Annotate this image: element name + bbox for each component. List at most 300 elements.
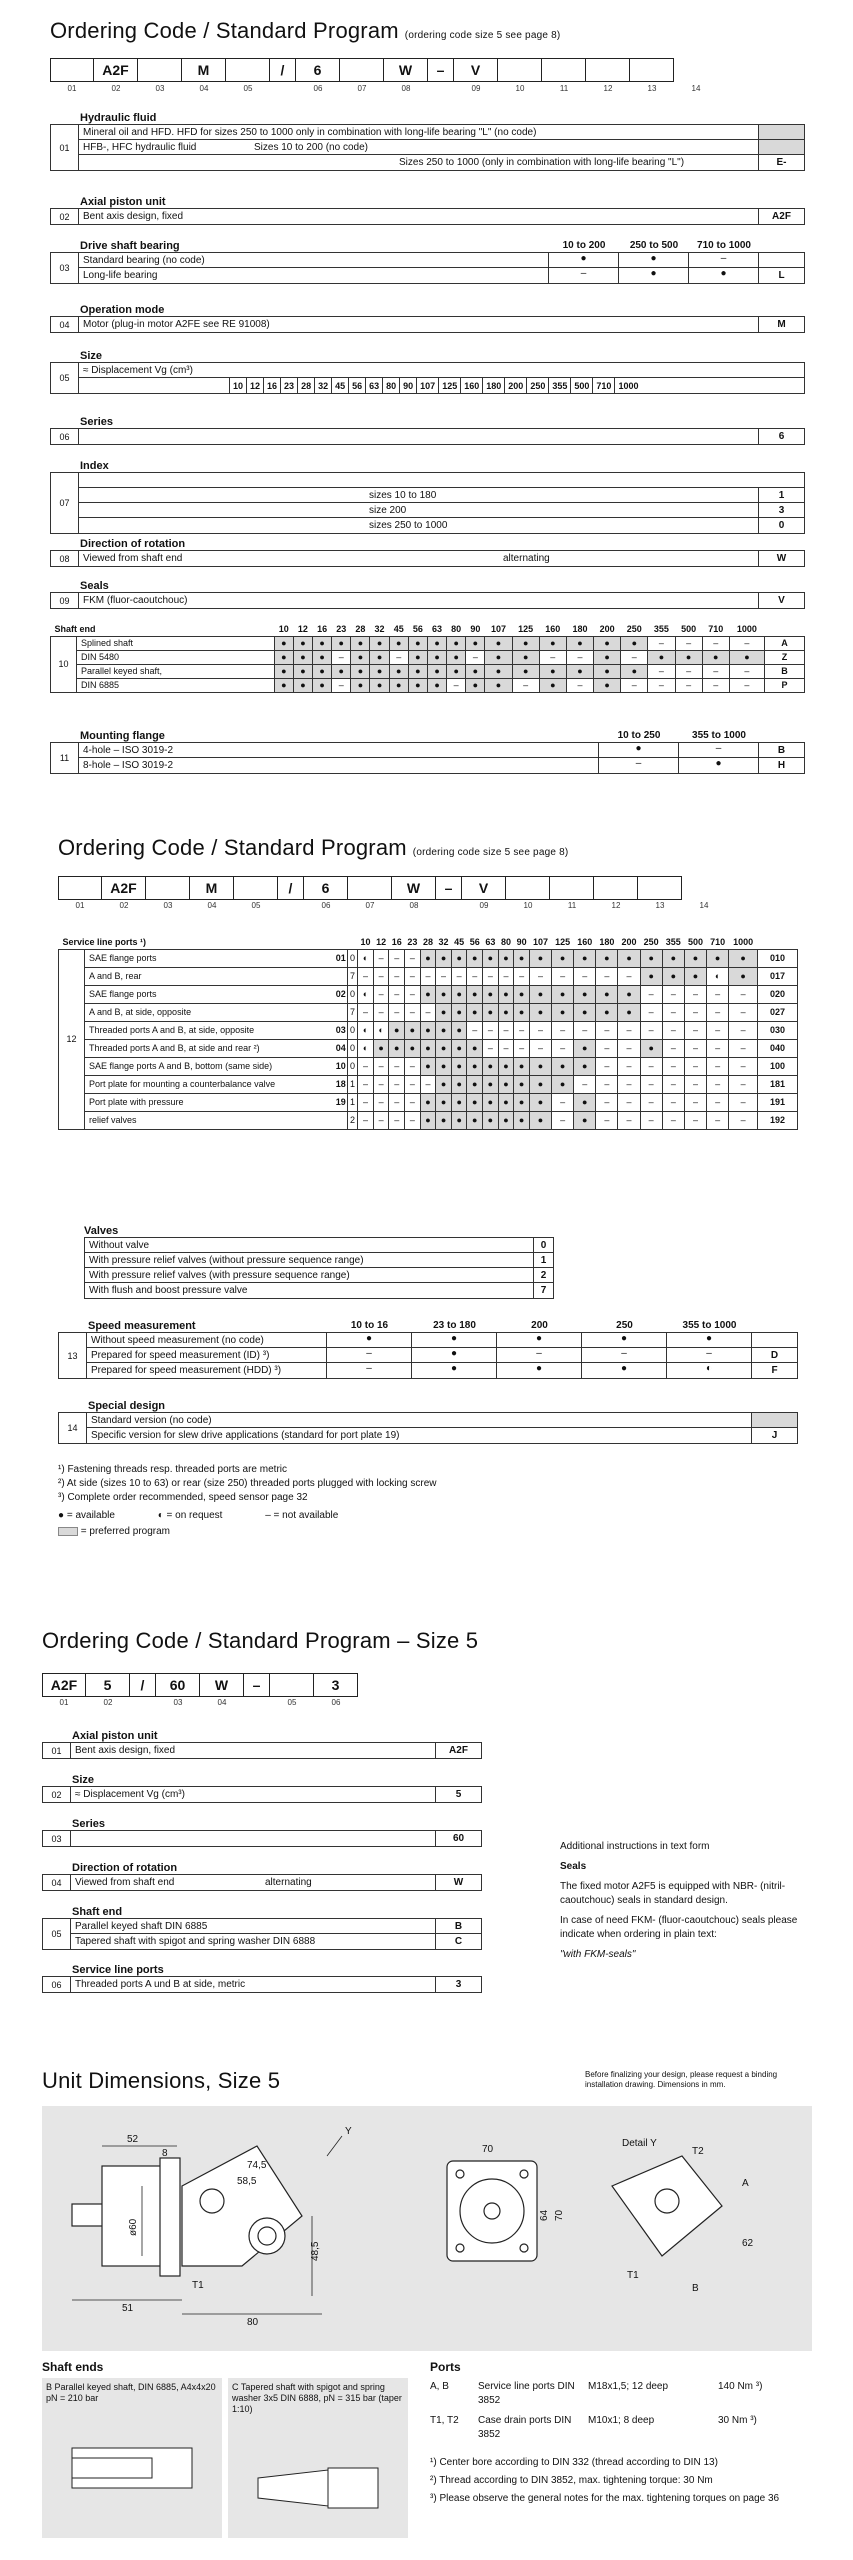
- availability-mark: –: [640, 1003, 662, 1021]
- availability-mark: ●: [666, 1333, 751, 1347]
- code-position: 02: [111, 84, 121, 93]
- group-number: 01: [43, 1743, 71, 1758]
- row-text: ≈ Displacement Vg (cm³): [75, 1789, 185, 1800]
- availability-mark: –: [640, 1075, 662, 1093]
- availability-mark: ●: [436, 1075, 452, 1093]
- row-code: 6: [758, 429, 804, 444]
- size-value: 500: [570, 378, 592, 393]
- group-number: 09: [51, 593, 79, 608]
- unit-dimension-drawing: [42, 2106, 812, 2351]
- table-row: [79, 268, 804, 283]
- availability-mark: ●: [467, 1093, 483, 1111]
- code-cell: A2F: [42, 1673, 86, 1697]
- mounting-flange-group: [50, 730, 805, 774]
- group-number: 12: [59, 949, 85, 1129]
- availability-mark: ●: [436, 1021, 452, 1039]
- availability-mark: ●: [574, 1093, 596, 1111]
- page1-code-strip: [50, 58, 674, 82]
- group-title: Size: [80, 350, 103, 362]
- size-header: 45: [454, 936, 465, 947]
- size-header: 125: [518, 623, 534, 634]
- availability-mark: ●: [707, 949, 729, 967]
- availability-mark: ●: [621, 664, 648, 678]
- row-text: Sizes 10 to 200 (no code): [254, 141, 368, 153]
- shaft-b-drawing: [42, 2378, 222, 2538]
- row-text: Without speed measurement (no code): [91, 1334, 264, 1346]
- availability-mark: ●: [618, 268, 688, 283]
- table-row: [59, 1057, 798, 1075]
- availability-mark: ●: [420, 1021, 436, 1039]
- availability-mark: –: [662, 1093, 684, 1111]
- code-cell: /: [130, 1673, 156, 1697]
- availability-mark: ●: [596, 1003, 618, 1021]
- availability-mark: ●: [451, 949, 467, 967]
- code-cell: /: [270, 58, 296, 82]
- availability-mark: ●: [618, 1003, 640, 1021]
- availability-mark: –: [405, 985, 421, 1003]
- availability-mark: ●: [436, 1093, 452, 1111]
- code-position: 05: [287, 1698, 297, 1707]
- code-cell: 3: [314, 1673, 358, 1697]
- code-cell: 60: [156, 1673, 200, 1697]
- row-option: 10: [335, 1061, 346, 1071]
- code-cell: 6: [304, 876, 348, 900]
- row-code: 191: [758, 1093, 798, 1111]
- row-code: 0: [758, 518, 804, 533]
- row-variant: 7: [347, 1003, 357, 1021]
- group-number: 06: [43, 1977, 71, 1992]
- shaft-end-group: [50, 622, 805, 693]
- table-row: [79, 743, 804, 758]
- availability-mark: ●: [574, 1039, 596, 1057]
- availability-mark: –: [358, 1111, 374, 1129]
- group-number: 04: [43, 1875, 71, 1890]
- page1-title: Ordering Code / Standard Program (ordering code size 5 see page 8): [50, 18, 561, 43]
- availability-mark: –: [467, 967, 483, 985]
- size-header: 1000: [736, 623, 757, 634]
- code-cell: [234, 876, 278, 900]
- availability-mark: –: [514, 1021, 530, 1039]
- availability-mark: ●: [427, 664, 446, 678]
- row-code: 020: [758, 985, 798, 1003]
- availability-mark: –: [552, 1093, 574, 1111]
- size-header: 23: [336, 623, 347, 634]
- row-code: 1: [758, 488, 804, 502]
- availability-mark: ●: [389, 678, 408, 692]
- availability-mark: –: [618, 1021, 640, 1039]
- group-title: Operation mode: [80, 304, 165, 316]
- group-title: Valves: [84, 1225, 119, 1237]
- size-value: 90: [399, 378, 416, 393]
- availability-mark: ●: [598, 743, 678, 757]
- availability-mark: –: [566, 650, 593, 664]
- availability-mark: ●: [594, 650, 621, 664]
- row-text: Without valve: [89, 1239, 150, 1251]
- page4-title: Unit Dimensions, Size 5: [42, 2068, 281, 2093]
- availability-mark: –: [621, 650, 648, 664]
- availability-mark: –: [389, 1003, 405, 1021]
- row-code: W: [435, 1875, 481, 1890]
- legend-available: = available: [66, 1510, 115, 1521]
- code-position: 09: [479, 901, 489, 910]
- availability-mark: –: [552, 967, 574, 985]
- row-text: sizes 10 to 180: [369, 489, 437, 501]
- row-text: Long-life bearing: [83, 270, 158, 281]
- size-header: 80: [500, 936, 511, 947]
- availability-mark: ●: [594, 664, 621, 678]
- availability-mark: ●: [498, 1003, 514, 1021]
- seals-quote: "with FKM-seals": [560, 1949, 636, 1960]
- availability-mark: ●: [332, 664, 351, 678]
- column-header: 10 to 250: [617, 730, 661, 741]
- availability-mark: –: [596, 1057, 618, 1075]
- code-cell: –: [428, 58, 454, 82]
- code-position: 06: [321, 901, 331, 910]
- size-header: 90: [516, 936, 527, 947]
- code-position: 01: [75, 901, 85, 910]
- code-position: 03: [163, 901, 173, 910]
- row-option: 04: [335, 1043, 346, 1053]
- availability-mark: ●: [594, 636, 621, 650]
- row-code: Z: [765, 650, 805, 664]
- dim-y: Y: [345, 2126, 352, 2137]
- footnote: ³) Please observe the general notes for the max. tightening torques on page 36: [430, 2493, 780, 2504]
- code-position: 10: [515, 84, 525, 93]
- row-code: 040: [758, 1039, 798, 1057]
- row-code: H: [758, 758, 804, 773]
- row-text: size 200: [369, 504, 407, 516]
- seals-group: [50, 580, 805, 609]
- availability-mark: –: [420, 1075, 436, 1093]
- row-code: E-: [758, 155, 804, 170]
- row-variant: 0: [347, 985, 357, 1003]
- code-cell: 6: [296, 58, 340, 82]
- availability-mark: –: [640, 1093, 662, 1111]
- code-position: 08: [401, 84, 411, 93]
- availability-mark: ●: [514, 1111, 530, 1129]
- availability-mark: –: [618, 1039, 640, 1057]
- page3-strip-numbers: [42, 1698, 358, 1707]
- availability-mark: ●: [496, 1333, 581, 1347]
- row-code: [751, 1413, 797, 1427]
- availability-mark: –: [702, 678, 729, 692]
- availability-mark: ◐: [707, 967, 729, 985]
- size-header: 500: [681, 623, 697, 634]
- size-value: 10: [229, 378, 246, 393]
- availability-mark: –: [675, 636, 702, 650]
- availability-mark: ●: [529, 985, 551, 1003]
- availability-mark: ●: [662, 949, 684, 967]
- availability-mark: ●: [548, 253, 618, 267]
- row-code: M: [758, 317, 804, 332]
- availability-mark: ●: [293, 664, 312, 678]
- row-text: Prepared for speed measurement (HDD) ³): [91, 1365, 282, 1376]
- availability-mark: –: [358, 1057, 374, 1075]
- page4-note: Before finalizing your design, please request a binding installation drawing. Dimensions in mm.: [585, 2070, 778, 2089]
- p3-series-group: [42, 1818, 482, 1847]
- code-position: 07: [365, 901, 375, 910]
- code-position: 01: [59, 1698, 69, 1707]
- availability-mark: ●: [408, 636, 427, 650]
- row-code: 7: [533, 1283, 553, 1298]
- availability-mark: ●: [373, 1039, 389, 1057]
- availability-mark: ●: [574, 1057, 596, 1075]
- availability-mark: ●: [498, 1075, 514, 1093]
- row-code: F: [751, 1363, 797, 1378]
- code-position: 10: [523, 901, 533, 910]
- availability-mark: –: [496, 1348, 581, 1362]
- dim-51: 51: [122, 2303, 134, 2314]
- availability-mark: ●: [467, 1039, 483, 1057]
- operation-mode-group: [50, 304, 805, 333]
- availability-mark: ●: [467, 1003, 483, 1021]
- row-text: Bent axis design, fixed: [75, 1745, 176, 1756]
- availability-mark: –: [405, 1075, 421, 1093]
- availability-mark: ●: [436, 1039, 452, 1057]
- row-code: V: [758, 593, 804, 608]
- size-header: 12: [376, 936, 387, 947]
- availability-mark: –: [498, 1021, 514, 1039]
- code-cell: –: [436, 876, 462, 900]
- row-text: Viewed from shaft end: [75, 1877, 175, 1888]
- axial-piston-group: [50, 196, 805, 225]
- group-number: 02: [43, 1787, 71, 1802]
- table-row: [59, 1093, 798, 1111]
- availability-mark: ●: [514, 1093, 530, 1111]
- code-position: [244, 1698, 270, 1707]
- availability-mark: –: [373, 1093, 389, 1111]
- size-header: 45: [393, 623, 404, 634]
- availability-mark: –: [684, 1111, 706, 1129]
- size-header: 63: [485, 936, 496, 947]
- group-number: 07: [51, 473, 79, 533]
- row-text: Threaded ports A und B at side, metric: [75, 1979, 246, 1990]
- code-position: 07: [357, 84, 367, 93]
- availability-mark: –: [618, 1057, 640, 1075]
- availability-mark: –: [548, 268, 618, 283]
- availability-mark: ●: [512, 636, 539, 650]
- availability-mark: ●: [293, 678, 312, 692]
- code-position: [278, 901, 304, 910]
- availability-mark: –: [389, 1093, 405, 1111]
- row-text: HFB-, HFC hydraulic fluid: [83, 141, 197, 153]
- group-number: 01: [51, 125, 79, 170]
- availability-mark: ●: [436, 1057, 452, 1075]
- availability-mark: ●: [529, 1111, 551, 1129]
- size-header: 107: [490, 623, 507, 634]
- code-position: [270, 84, 296, 93]
- availability-mark: –: [539, 650, 566, 664]
- code-cell: [146, 876, 190, 900]
- row-code: P: [765, 678, 805, 692]
- code-cell: [630, 58, 674, 82]
- shaft-c-drawing: [228, 2378, 408, 2538]
- table-row: [51, 664, 805, 678]
- availability-mark: –: [574, 1075, 596, 1093]
- size-header: 16: [317, 623, 328, 634]
- availability-mark: ●: [566, 636, 593, 650]
- group-title: Shaft end: [72, 1906, 123, 1918]
- size-header: 710: [710, 936, 726, 947]
- availability-mark: ●: [529, 949, 551, 967]
- row-code: 027: [758, 1003, 798, 1021]
- size-header: 1000: [733, 936, 754, 947]
- availability-mark: –: [662, 1003, 684, 1021]
- availability-mark: ●: [451, 985, 467, 1003]
- availability-mark: –: [662, 1021, 684, 1039]
- dim-70-top: 70: [482, 2144, 494, 2155]
- shaft-end-table: [50, 622, 805, 693]
- size-header: 500: [687, 936, 703, 947]
- row-option: 01: [335, 953, 346, 963]
- row-code: 192: [758, 1111, 798, 1129]
- code-position: 09: [471, 84, 481, 93]
- availability-mark: –: [514, 1039, 530, 1057]
- availability-mark: –: [618, 1111, 640, 1129]
- row-text: ≈ Displacement Vg (cm³): [83, 364, 193, 376]
- availability-mark: –: [707, 985, 729, 1003]
- size-header: 180: [599, 936, 615, 947]
- availability-mark: ●: [351, 650, 370, 664]
- row-text: Parallel keyed shaft DIN 6885: [75, 1920, 208, 1932]
- availability-mark: –: [662, 1057, 684, 1075]
- row-text: sizes 250 to 1000: [369, 520, 448, 531]
- p3-service-group: [42, 1964, 482, 1993]
- table-row: [59, 1003, 798, 1021]
- availability-mark: –: [666, 1348, 751, 1362]
- availability-mark: ●: [466, 636, 485, 650]
- page3-title: Ordering Code / Standard Program – Size 5: [42, 1628, 479, 1653]
- availability-mark: ●: [529, 1093, 551, 1111]
- service-line-table: [58, 935, 798, 1130]
- row-code: 017: [758, 967, 798, 985]
- row-variant: 1: [347, 1075, 357, 1093]
- row-text: Standard version (no code): [91, 1414, 212, 1426]
- row-code: 030: [758, 1021, 798, 1039]
- availability-mark: –: [358, 1003, 374, 1021]
- column-header: 23 to 180: [433, 1320, 476, 1331]
- availability-mark: –: [420, 1003, 436, 1021]
- size-value: 16: [263, 378, 280, 393]
- row-label: SAE flange ports A and B, bottom (same side) 10: [85, 1057, 348, 1075]
- availability-mark: ●: [662, 967, 684, 985]
- availability-mark: ●: [451, 1111, 467, 1129]
- availability-mark: –: [640, 1111, 662, 1129]
- availability-mark: –: [640, 1057, 662, 1075]
- group-number: 06: [51, 429, 79, 444]
- group-title: Special design: [88, 1400, 166, 1412]
- table-row: [85, 1238, 553, 1253]
- availability-mark: ●: [512, 664, 539, 678]
- availability-mark: ●: [405, 1021, 421, 1039]
- group-title: Mounting flange: [80, 730, 165, 742]
- row-label: A and B, at side, opposite: [85, 1003, 348, 1021]
- port-row: A, B Service line ports DIN 3852 M18x1,5; 12 deep 140 Nm ³): [430, 2381, 763, 2406]
- row-label: SAE flange ports 02: [85, 985, 348, 1003]
- availability-mark: ●: [313, 678, 332, 692]
- availability-mark: ●: [408, 650, 427, 664]
- row-label: Threaded ports A and B, at side and rear ²) 04: [85, 1039, 348, 1057]
- availability-mark: ●: [618, 985, 640, 1003]
- availability-mark: ◐: [666, 1363, 751, 1378]
- availability-mark: –: [729, 664, 764, 678]
- availability-mark: –: [420, 967, 436, 985]
- availability-mark: –: [729, 636, 764, 650]
- row-code: 3: [435, 1977, 481, 1992]
- availability-mark: –: [498, 1039, 514, 1057]
- availability-mark: –: [514, 967, 530, 985]
- code-position: 12: [603, 84, 613, 93]
- availability-mark: ●: [411, 1333, 496, 1347]
- group-title: Seals: [80, 580, 109, 592]
- availability-mark: ●: [552, 949, 574, 967]
- availability-mark: –: [729, 1093, 758, 1111]
- size-header: 90: [470, 623, 481, 634]
- group-title: Direction of rotation: [72, 1862, 178, 1874]
- table-row: [87, 1413, 797, 1428]
- row-code: 010: [758, 949, 798, 967]
- code-position: 05: [243, 84, 253, 93]
- code-cell: [594, 876, 638, 900]
- availability-mark: ●: [436, 1003, 452, 1021]
- availability-mark: ●: [596, 985, 618, 1003]
- row-code: A: [765, 636, 805, 650]
- availability-mark: ●: [436, 985, 452, 1003]
- size-header: 355: [665, 936, 681, 947]
- availability-mark: ●: [552, 985, 574, 1003]
- availability-mark: ●: [498, 949, 514, 967]
- size-header: 63: [432, 623, 443, 634]
- availability-mark: ●: [514, 985, 530, 1003]
- availability-mark: ●: [618, 253, 688, 267]
- size-value: 180: [482, 378, 504, 393]
- availability-mark: –: [358, 1075, 374, 1093]
- group-title: Direction of rotation: [80, 538, 186, 550]
- availability-mark: –: [618, 1075, 640, 1093]
- column-header: 10 to 200: [562, 240, 606, 251]
- availability-mark: ●: [411, 1348, 496, 1362]
- row-label: DIN 5480: [77, 650, 275, 664]
- availability-mark: –: [684, 1003, 706, 1021]
- group-number: 08: [51, 551, 79, 566]
- code-position: 14: [691, 84, 701, 93]
- availability-mark: –: [566, 678, 593, 692]
- availability-mark: ●: [640, 967, 662, 985]
- row-text: alternating: [503, 553, 550, 564]
- availability-mark: ●: [539, 636, 566, 650]
- table-row: [87, 1333, 797, 1348]
- size-value: 200: [504, 378, 526, 393]
- table-row: [87, 1428, 797, 1443]
- table-row: [85, 1283, 553, 1298]
- table-row: [79, 758, 804, 773]
- code-position: 02: [119, 901, 129, 910]
- availability-mark: ●: [313, 650, 332, 664]
- availability-mark: ●: [447, 650, 466, 664]
- size-header: 125: [555, 936, 571, 947]
- valves-group: [84, 1225, 554, 1299]
- code-position: 04: [199, 84, 209, 93]
- row-text: Specific version for slew drive applications (standard for port plate 19): [91, 1430, 400, 1441]
- table-title: Service line ports ¹): [62, 936, 147, 947]
- row-option: 19: [335, 1097, 346, 1107]
- row-label: Threaded ports A and B, at side, opposite 03: [85, 1021, 348, 1039]
- availability-mark: –: [467, 1021, 483, 1039]
- availability-mark: –: [662, 985, 684, 1003]
- code-cell: V: [462, 876, 506, 900]
- availability-mark: –: [405, 1057, 421, 1075]
- availability-mark: –: [373, 967, 389, 985]
